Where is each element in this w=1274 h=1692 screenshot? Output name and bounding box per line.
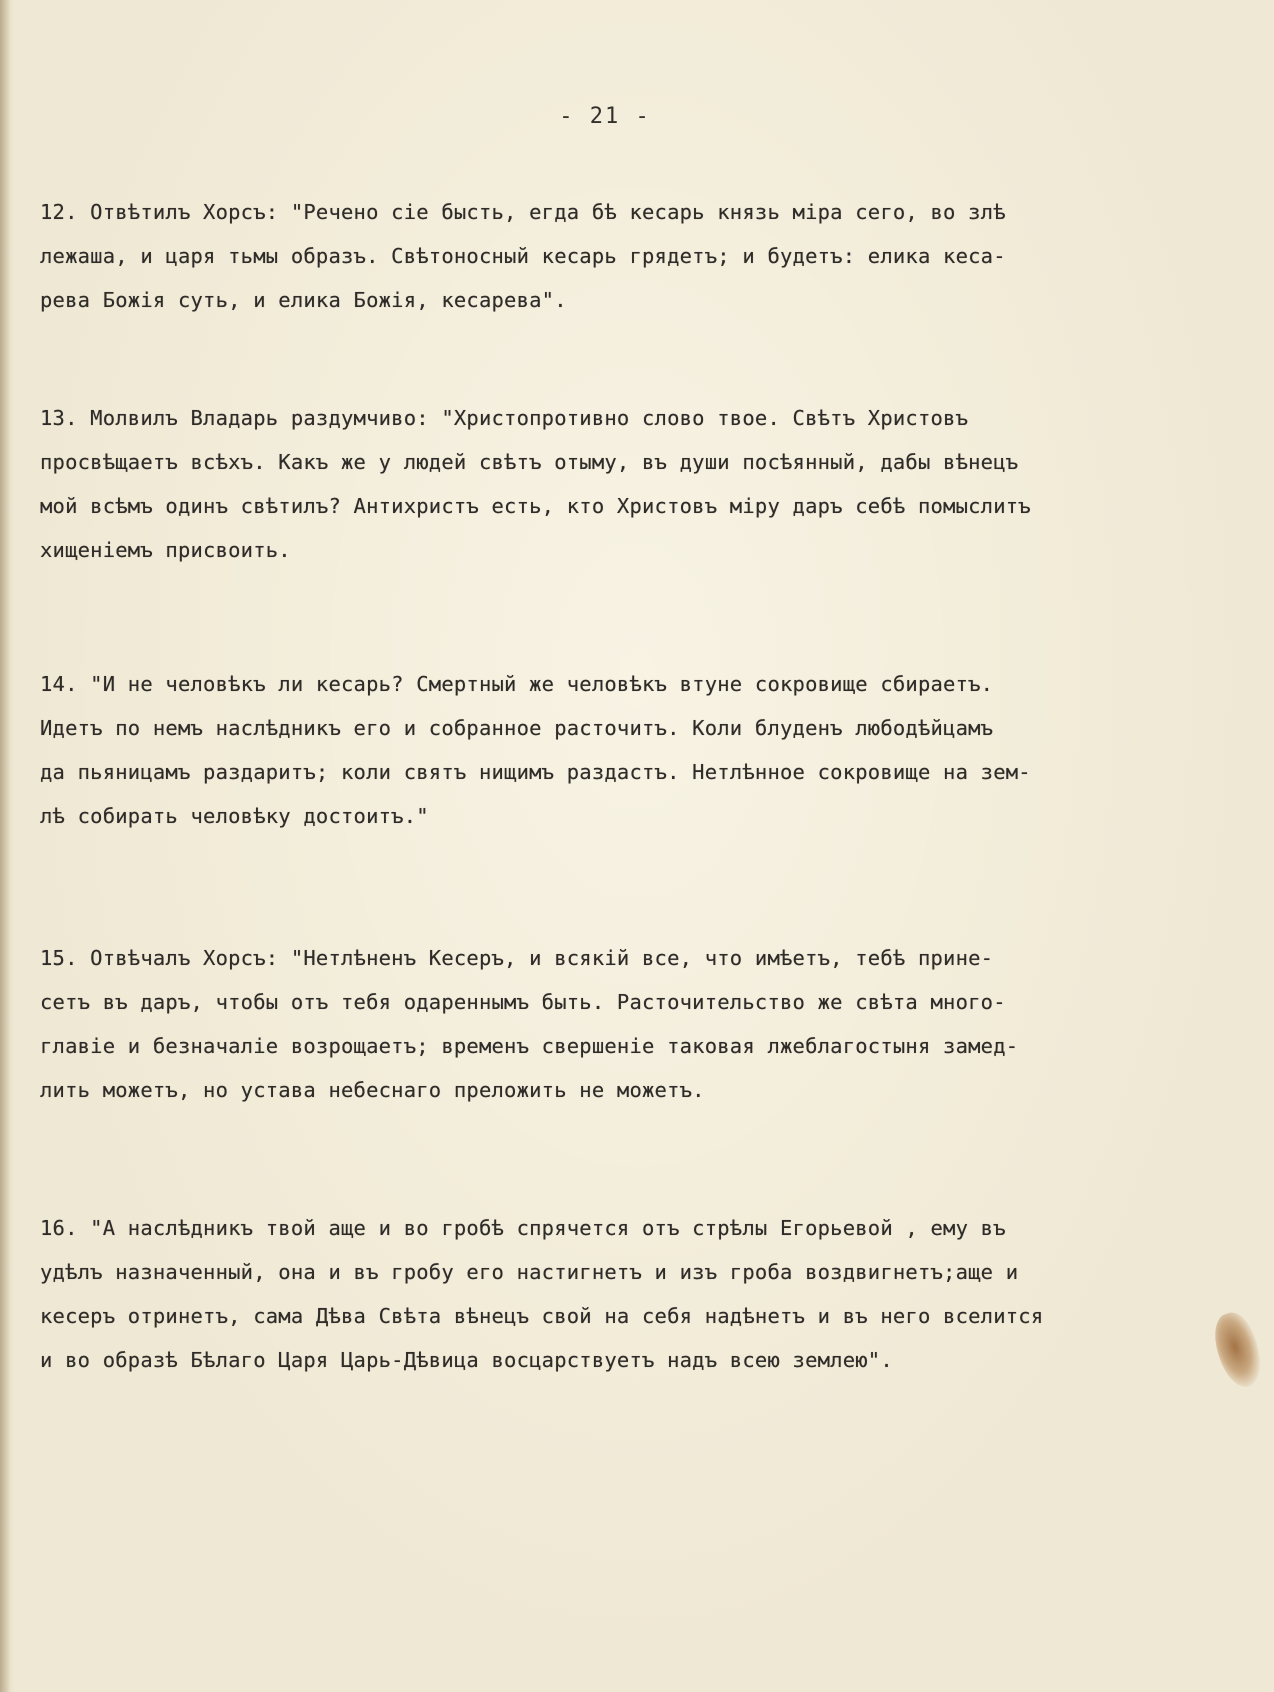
paragraph-line: мой всѣмъ одинъ свѣтилъ? Антихристъ есть, кто Христовъ міру даръ себѣ помыслитъ [40, 494, 1031, 518]
page-number: - 21 - [559, 104, 651, 129]
paragraph-line: 12. Отвѣтилъ Хорсъ: "Речено сіе бысть, егда бѣ кесарь князь міра сего, во злѣ [40, 200, 1006, 224]
paragraph-line: кесеръ отринетъ, сама Дѣва Свѣта вѣнецъ свой на себя надѣнетъ и въ него вселится [40, 1304, 1044, 1328]
paragraph-line: 13. Молвилъ Владарь раздумчиво: "Христопротивно слово твое. Свѣтъ Христовъ [40, 406, 969, 430]
paragraph-line: просвѣщаетъ всѣхъ. Какъ же у людей свѣтъ отыму, въ души посѣянный, дабы вѣнецъ [40, 450, 1019, 474]
paragraph-line: и во образѣ Бѣлаго Царя Царь-Дѣвица восцарствуетъ надъ всею землею". [40, 1348, 893, 1372]
paragraph-16 [40, 1206, 1240, 1382]
paragraph-line: 14. "И не человѣкъ ли кесарь? Смертный же человѣкъ втуне сокровище сбираетъ. [40, 672, 994, 696]
paragraph-14 [40, 662, 1240, 838]
paragraph-line: рева Божія суть, и елика Божія, кесарева". [40, 288, 567, 312]
paragraph-line: 16. "А наслѣдникъ твой аще и во гробѣ спрячется отъ стрѣлы Егорьевой , ему въ [40, 1216, 1006, 1240]
paper-edge-shadow [0, 0, 10, 1692]
paragraph-line: сетъ въ даръ, чтобы отъ тебя одареннымъ быть. Расточительство же свѣта много- [40, 990, 1006, 1014]
paragraph-13 [40, 396, 1240, 572]
paragraph-line: лить можетъ, но устава небеснаго преложить не можетъ. [40, 1078, 705, 1102]
paragraph-line: удѣлъ назначенный, она и въ гробу его настигнетъ и изъ гроба воздвигнетъ;аще и [40, 1260, 1019, 1284]
paragraph-line: Идетъ по немъ наслѣдникъ его и собранное расточитъ. Коли блуденъ любодѣйцамъ [40, 716, 994, 740]
paragraph-line: да пьяницамъ раздаритъ; коли святъ нищимъ раздастъ. Нетлѣнное сокровище на зем- [40, 760, 1031, 784]
paragraph-line: лѣ собирать человѣку достоитъ." [40, 804, 429, 828]
paragraph-15 [40, 936, 1240, 1112]
paragraph-line: 15. Отвѣчалъ Хорсъ: "Нетлѣненъ Кесеръ, и всякій все, что имѣетъ, тебѣ прине- [40, 946, 994, 970]
paragraph-12 [40, 190, 1240, 322]
paragraph-line: лежаша, и царя тьмы образъ. Свѣтоносный кесарь грядетъ; и будетъ: елика кеса- [40, 244, 1006, 268]
paragraph-line: главіе и безначаліе возрощаетъ; временъ свершеніе таковая лжеблагостыня замед- [40, 1034, 1019, 1058]
paragraph-line: хищеніемъ присвоить. [40, 538, 291, 562]
